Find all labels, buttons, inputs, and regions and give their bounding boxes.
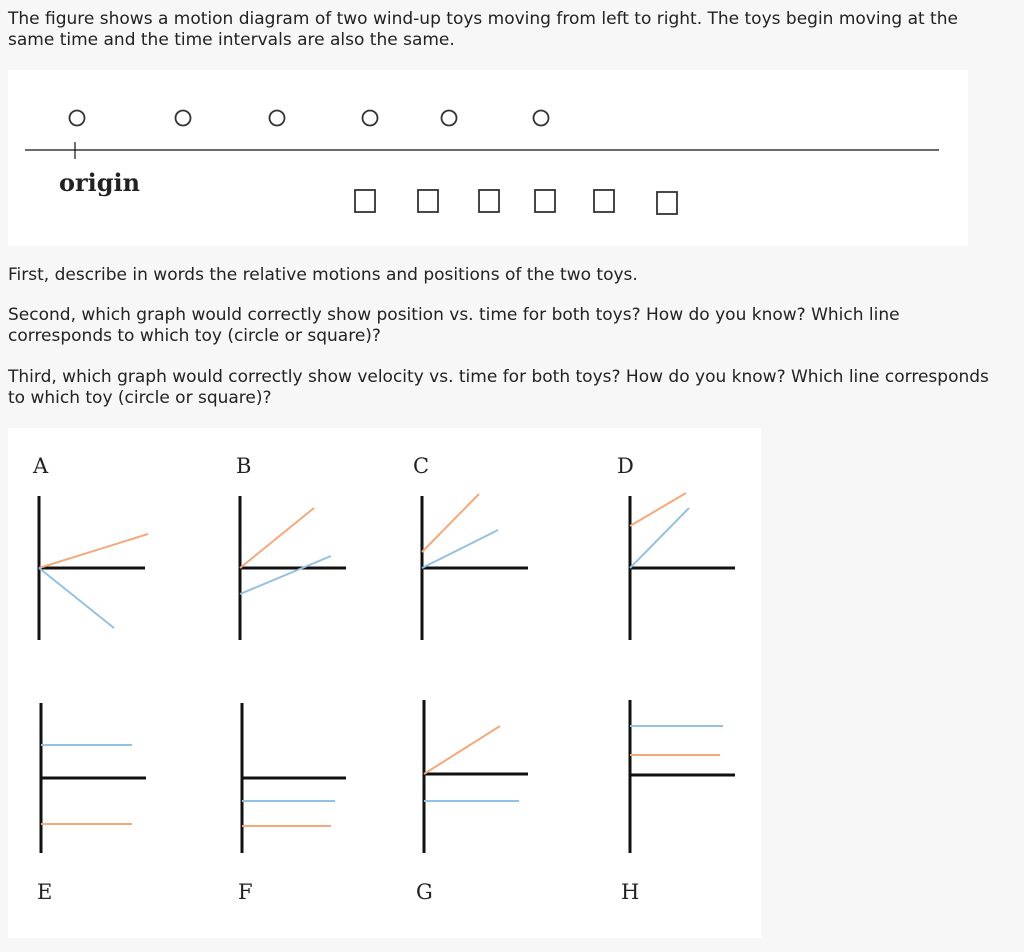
circle-toy-marker: [534, 111, 549, 126]
graph-g: [416, 700, 528, 904]
graph-label-g: G: [416, 880, 433, 904]
graph-label-f: F: [238, 880, 253, 904]
square-toy-marker: [657, 192, 677, 214]
circle-toy-marker: [270, 111, 285, 126]
graph-a-blue-line: [39, 568, 114, 628]
intro-text: The figure shows a motion diagram of two wind-up toys moving from left to right. The toys begin moving at the same time and the time intervals are also the same.: [8, 9, 958, 50]
graph-b: [236, 454, 346, 640]
graph-label-a: A: [33, 454, 49, 478]
circle-toy-marker: [442, 111, 457, 126]
graph-g-orange-line: [424, 726, 500, 774]
graph-label-c: C: [413, 454, 430, 478]
graph-b-orange-line: [240, 508, 314, 568]
graph-a-orange-line: [39, 534, 148, 568]
graph-options: [8, 428, 761, 938]
circle-toy-marker: [363, 111, 378, 126]
square-toy-marker: [479, 190, 499, 212]
square-toy-marker: [355, 190, 375, 212]
graph-b-blue-line: [240, 556, 331, 594]
graph-c: [413, 454, 528, 640]
question-part-1: First, describe in words the relative motions and positions of the two toys.: [8, 265, 638, 285]
graph-label-h: H: [621, 880, 640, 904]
motion-diagram: [8, 70, 968, 246]
graph-e: [37, 703, 146, 904]
graph-label-d: D: [617, 454, 634, 478]
question-part-2: Second, which graph would correctly show position vs. time for both toys? How do you know? Which line corresponds to which toy (circle or square)?: [8, 305, 900, 346]
square-toy-marker: [594, 190, 614, 212]
circle-toy-marker: [176, 111, 191, 126]
origin-label: origin: [59, 168, 141, 197]
graph-label-e: E: [37, 880, 53, 904]
graph-d-orange-line: [630, 493, 686, 526]
square-toy-marker: [418, 190, 438, 212]
question-part-3: Third, which graph would correctly show velocity vs. time for both toys? How do you know? Which line corresponds to which toy (circle or square)?: [8, 367, 989, 408]
graph-d-blue-line: [630, 508, 689, 568]
graph-c-blue-line: [422, 530, 498, 568]
graph-h: [621, 700, 735, 904]
circle-toy-marker: [70, 111, 85, 126]
graph-d: [617, 454, 735, 640]
square-toy-marker: [535, 190, 555, 212]
graph-a: [32, 454, 148, 640]
graph-f: [238, 703, 346, 904]
graph-label-b: B: [236, 454, 252, 478]
